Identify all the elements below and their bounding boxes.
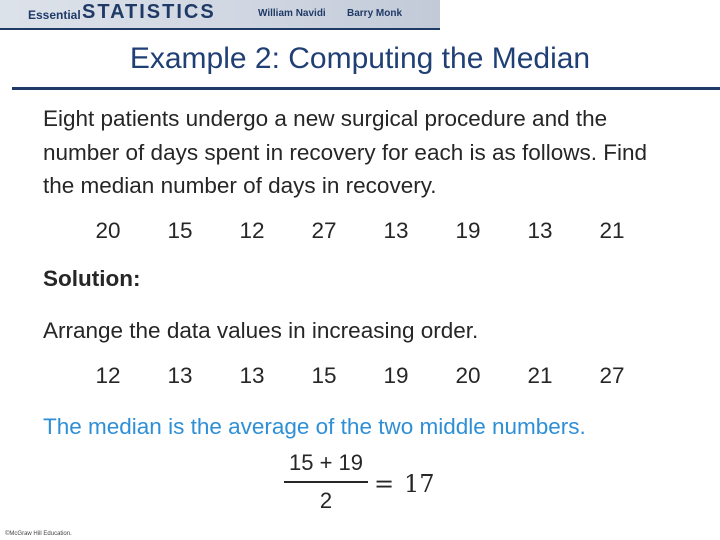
header-banner: [0, 0, 440, 30]
data-value: 13: [527, 218, 553, 243]
median-fraction: [282, 448, 372, 518]
sorted-value: 20: [455, 363, 481, 388]
data-value: 13: [383, 218, 409, 243]
fraction-bar: [284, 481, 368, 483]
median-explanation: The median is the average of the two middle numbers.: [43, 414, 586, 439]
brand-essential: Essential: [28, 8, 81, 22]
title-divider: [12, 87, 720, 90]
brand-statistics: STATISTICS: [82, 1, 216, 23]
sorted-value: 21: [527, 363, 553, 388]
data-value: 12: [239, 218, 265, 243]
sorted-value: 19: [383, 363, 409, 388]
sorted-value: 13: [239, 363, 265, 388]
problem-statement: Eight patients undergo a new surgical procedure and the number of days spent in recovery for each is as follows. Find the median number of days in recovery.: [43, 106, 648, 198]
data-value: 20: [95, 218, 121, 243]
data-value: 15: [167, 218, 193, 243]
arrange-instruction: Arrange the data values in increasing order.: [43, 318, 479, 343]
solution-heading: Solution:: [43, 266, 141, 291]
fraction-denominator: 2: [319, 488, 333, 513]
median-result: 17: [404, 470, 435, 498]
sorted-value: 27: [599, 363, 625, 388]
author-monk: Barry Monk: [347, 8, 403, 19]
data-value: 21: [599, 218, 625, 243]
slide-title: Example 2: Computing the Median: [129, 42, 591, 75]
data-value: 27: [311, 218, 337, 243]
sorted-value: 15: [311, 363, 337, 388]
copyright-notice: ©McGraw Hill Education.: [5, 531, 72, 537]
sorted-value: 12: [95, 363, 121, 388]
fraction-numerator: 15 + 19: [288, 450, 363, 475]
sorted-value: 13: [167, 363, 193, 388]
author-navidi: William Navidi: [258, 8, 326, 19]
data-value: 19: [455, 218, 481, 243]
equals-sign: =: [374, 470, 395, 498]
